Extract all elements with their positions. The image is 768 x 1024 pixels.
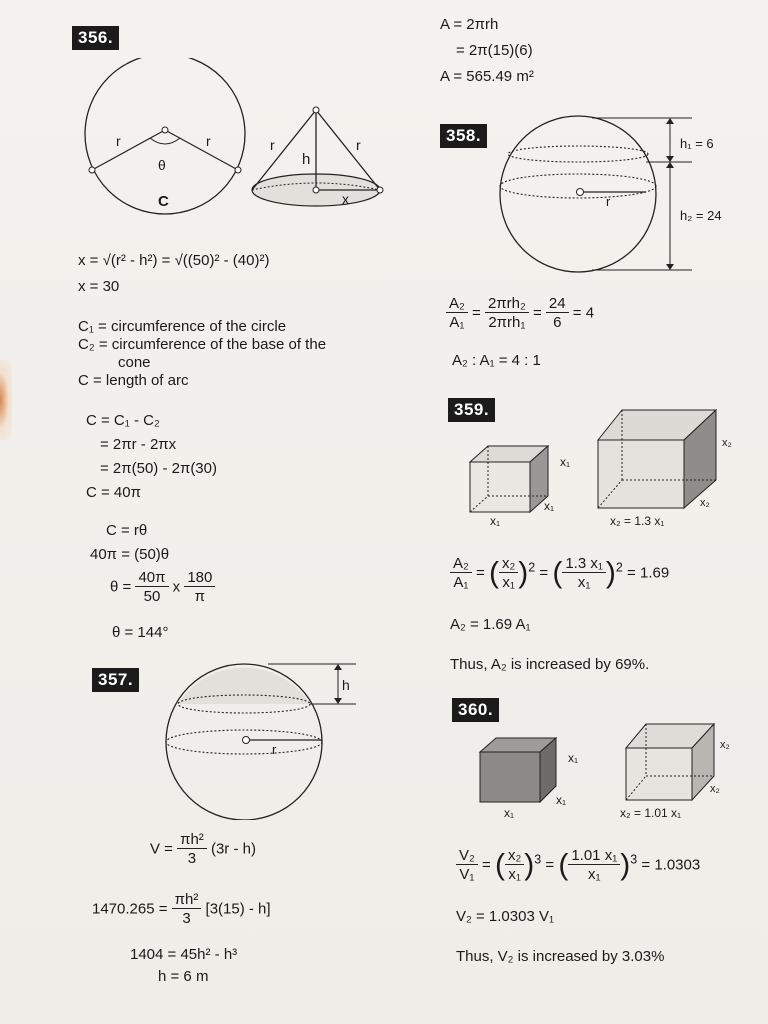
big-cube-caption: x₂ = 1.3 x₁ (610, 514, 665, 528)
vscale-den2: x₁ (508, 866, 521, 883)
def-c2-cont: cone (118, 354, 151, 371)
area-result: A = 565.49 m² (440, 68, 534, 85)
step-theta-result: θ = 144° (112, 624, 169, 641)
problem-359-badge: 359. (448, 398, 495, 422)
cone-slant-label-right: r (356, 137, 361, 153)
cube2-caption: x₂ = 1.01 x₁ (620, 806, 682, 820)
theta-num1: 40π (135, 570, 168, 587)
def-c1: C₁ = circumference of the circle (78, 318, 287, 335)
ratio-num1: A₂ (446, 296, 468, 313)
vscale-den3: x₁ (588, 866, 601, 883)
area-scale-result: A₂ = 1.69 A₁ (450, 616, 531, 633)
theta-num2: 180 (184, 570, 215, 587)
area-increase-text: Thus, A₂ is increased by 69%. (450, 656, 650, 673)
step-arc-values: 40π = (50)θ (90, 546, 170, 563)
step-arc-formula: C = rθ (106, 522, 148, 539)
eq-area-ratio: $\frac{\text{A₂}}{\text{A₁}}$ = $\frac{\text{2πrh₂}}{\text{2πrh₁}}$ = $\frac{24}{6}$ = 4 (446, 296, 594, 331)
page-edge-shadow (0, 360, 12, 440)
scale-num1: A₂ (450, 556, 472, 573)
big-cube-edge-label-1: x₂ (722, 437, 732, 449)
eq-x-result: x = 30 (78, 278, 120, 295)
ratio-den2: 2πrh₁ (488, 314, 526, 331)
problem-360-badge: 360. (452, 698, 499, 722)
ratio-den1: A₁ (449, 314, 465, 331)
cap-height-label: h (342, 677, 350, 693)
scale-exp1: 2 (528, 560, 536, 575)
problem-358-figure (496, 112, 746, 276)
eq-volume-scale: $\frac{\text{V₂}}{\text{V₁}}$ = ( $\frac{\text{x₂}}{\text{x₁}}$ )$^3$ = ( $\frac{\text{1.01 x₁}}{\text{x₁}}$ )$^3$ = 1.0303 (456, 848, 700, 883)
ratio-result: = 4 (572, 304, 595, 322)
problem-357-figure (160, 660, 370, 820)
scale-den1: A₁ (453, 574, 469, 591)
big-cube-edge-label-2: x₂ (700, 497, 710, 509)
cone-radius-label: x (342, 191, 349, 207)
problem-357-badge: 357. (92, 668, 139, 692)
area-formula: A = 2πrh (440, 16, 499, 33)
vscale-result: = 1.0303 (641, 856, 701, 874)
h2-label: h₂ = 24 (680, 208, 722, 223)
cone-slant-label-left: r (270, 137, 275, 153)
volume-increase-text: Thus, V₂ is increased by 3.03% (456, 948, 665, 965)
theta-den1: 50 (143, 588, 161, 605)
eq-cubic: 1404 = 45h² - h³ (130, 946, 238, 963)
eq-h-result: h = 6 m (158, 968, 209, 985)
ratio-num3: 24 (546, 296, 569, 313)
def-c2: C₂ = circumference of the base of the (78, 336, 327, 353)
vol-values-den: 3 (182, 910, 191, 927)
vscale-exp2: 3 (630, 852, 638, 867)
vscale-num1: V₂ (456, 848, 478, 865)
theta-lhs: θ = (110, 578, 132, 596)
scale-num3: 1.3 x₁ (562, 556, 606, 573)
sphere-radius-label: r (272, 742, 277, 757)
cone-height-label: h (302, 151, 311, 168)
vol-values-num: πh² (172, 892, 202, 909)
h1-label: h₁ = 6 (680, 136, 714, 151)
ratio-den3: 6 (553, 314, 562, 331)
radius-label-left: r (116, 133, 121, 149)
scale-exp2: 2 (615, 560, 623, 575)
vscale-exp1: 3 (534, 852, 542, 867)
vscale-num3: 1.01 x₁ (568, 848, 620, 865)
vol-values-rhs: [3(15) - h] (205, 900, 271, 918)
cube1-edge-label-1: x₁ (568, 751, 579, 765)
vol-den: 3 (187, 850, 197, 867)
vscale-num2: x₂ (505, 848, 524, 865)
cube1-edge-label-2: x₁ (556, 793, 567, 807)
theta-label: θ (158, 157, 166, 173)
small-cube-edge-label-1: x₁ (560, 455, 571, 469)
eq-area-scale: $\frac{\text{A₂}}{\text{A₁}}$ = ( $\frac{\text{x₂}}{\text{x₁}}$ )$^2$ = ( $\frac{\text{1.3 x₁}}{\text{x₁}}$ )$^2$ = 1.69 (450, 556, 669, 591)
step-c-result: C = 40π (86, 484, 141, 501)
step-c-sub: = 2πr - 2πx (100, 436, 177, 453)
small-cube-edge-label-2: x₁ (544, 499, 555, 513)
radius-label-right: r (206, 133, 211, 149)
cube2-edge-label-2: x₂ (710, 783, 720, 795)
vol-lhs: V = (150, 840, 173, 858)
eq-volume-values (92, 892, 271, 927)
ratio-num2: 2πrh₂ (485, 296, 529, 313)
scale-den2: x₁ (502, 574, 515, 591)
scale-den3: x₁ (577, 574, 591, 591)
problem-358-badge: 358. (440, 124, 487, 148)
problem-356-badge: 356. (72, 26, 119, 50)
problem-356-figure (80, 58, 390, 218)
eq-volume-formula (150, 832, 256, 867)
vol-num: πh² (177, 832, 207, 849)
problem-359-figure (462, 404, 742, 530)
small-cube-caption: x₁ (490, 514, 501, 528)
eq-x-formula: x = √(r² - h²) = √((50)² - (40)²) (78, 252, 270, 269)
step-c-values: = 2π(50) - 2π(30) (100, 460, 217, 477)
scale-result: = 1.69 (627, 564, 670, 582)
vol-values-lhs: 1470.265 = (92, 900, 168, 918)
area-values: = 2π(15)(6) (456, 42, 533, 59)
theta-den2: π (194, 588, 206, 605)
volume-scale-result: V₂ = 1.0303 V₁ (456, 908, 555, 925)
vol-rhs: (3r - h) (210, 840, 256, 858)
area-ratio-result: A₂ : A₁ = 4 : 1 (452, 352, 541, 369)
step-theta-fraction (110, 570, 215, 605)
sphere-radius-label-358: r (606, 194, 611, 209)
problem-360-figure (470, 714, 750, 820)
step-c-diff: C = C₁ - C₂ (86, 412, 160, 429)
theta-times: x (172, 578, 181, 596)
vscale-den1: V₁ (459, 866, 475, 883)
cube2-edge-label-1: x₂ (720, 739, 730, 751)
scale-num2: x₂ (499, 556, 518, 573)
def-c: C = length of arc (78, 372, 189, 389)
cube1-caption: x₁ (504, 806, 515, 820)
arc-label: C (158, 193, 169, 210)
